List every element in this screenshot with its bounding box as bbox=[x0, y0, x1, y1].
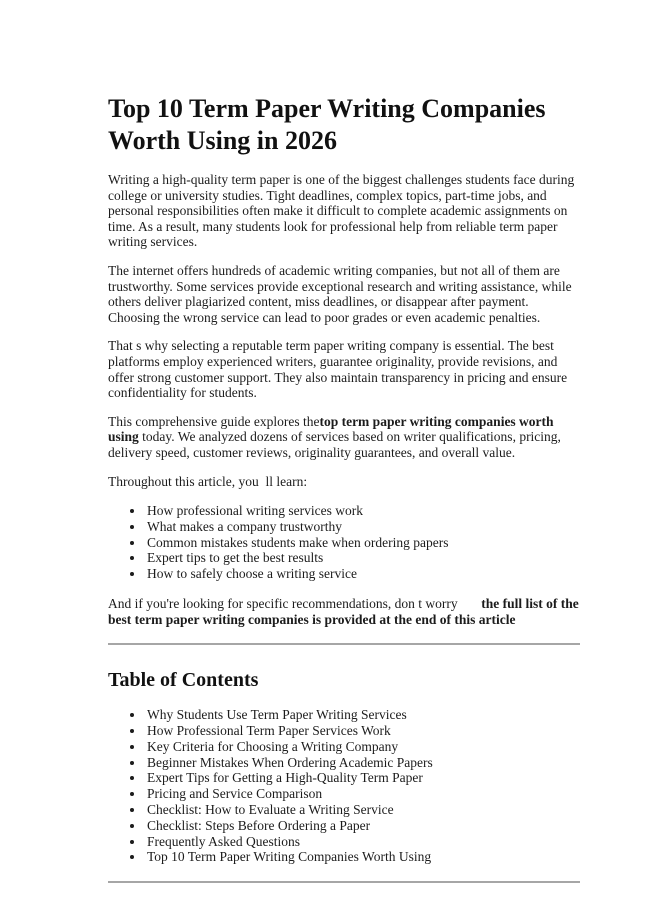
toc-item: • Pricing and Service Comparison bbox=[145, 786, 580, 802]
intro-paragraph-3: That s why selecting a reputable term paper writing company is essential. The best platforms employ experienced writers, guarantee originality, provide revisions, and offer strong customer support. They also maintain transparency in pricing and ensure confidentiality for students. bbox=[108, 338, 568, 401]
toc-item: • Beginner Mistakes When Ordering Academic Papers bbox=[145, 755, 580, 771]
learn-list-item: • How to safely choose a writing service bbox=[145, 566, 580, 582]
toc-item: • Key Criteria for Choosing a Writing Company bbox=[145, 739, 580, 755]
paragraph-4-bold-text: top term paper writing companies worth using bbox=[108, 413, 554, 445]
learn-list-lead-in: Throughout this article, you ll learn: bbox=[108, 473, 308, 489]
toc-heading: Table of Contents bbox=[108, 669, 259, 692]
paragraph-4-text-after: today. We analyzed dozens of services based on writer qualifications, pricing, delivery speed, customer reviews, originality guarantees, and overall value. bbox=[108, 429, 561, 460]
toc-item: • Checklist: How to Evaluate a Writing Service bbox=[145, 802, 580, 818]
toc-item: • How Professional Term Paper Services Work bbox=[145, 723, 580, 739]
learn-list-item: • What makes a company trustworthy bbox=[145, 519, 580, 535]
learn-list-item: • Expert tips to get the best results bbox=[145, 550, 580, 566]
recommendation-paragraph bbox=[108, 596, 580, 627]
page-title: Top 10 Term Paper Writing Companies Worth Using in 2026 bbox=[108, 94, 546, 155]
intro-paragraph-4 bbox=[108, 414, 580, 461]
toc-item: • Expert Tips for Getting a High-Quality Term Paper bbox=[145, 770, 580, 786]
intro-paragraph-1: Writing a high-quality term paper is one of the biggest challenges students face during college or university studies. Tight deadlines, complex topics, part-time jobs, and personal responsibilities often make it difficult to complete academic assignments on time. As a result, many students look for professional help from reliable term paper writing services. bbox=[108, 172, 575, 250]
toc-list bbox=[108, 707, 580, 865]
recommendation-text: And if you're looking for specific recommendations, don t worry bbox=[108, 596, 482, 612]
intro-paragraph-2: The internet offers hundreds of academic writing companies, but not all of them are trustworthy. Some services provide exceptional research and writing assistance, while others deliver plagiarized content, miss deadlines, or disappear after payment. Choosing the wrong service can lead to poor grades or even academic penalties. bbox=[108, 262, 572, 325]
section-divider-bottom bbox=[108, 881, 580, 883]
toc-item: • Why Students Use Term Paper Writing Services bbox=[145, 707, 580, 723]
toc-item: • Checklist: Steps Before Ordering a Paper bbox=[145, 818, 580, 834]
recommendation-bold-text: the full list of the best term paper writing companies is provided at the end of this article bbox=[108, 596, 579, 627]
learn-list-item: • How professional writing services work bbox=[145, 503, 580, 519]
section-divider-top bbox=[108, 643, 580, 645]
toc-item: • Frequently Asked Questions bbox=[145, 834, 580, 850]
learn-list bbox=[108, 503, 580, 582]
toc-item: • Top 10 Term Paper Writing Companies Worth Using bbox=[145, 849, 580, 865]
paragraph-4-text: This comprehensive guide explores the bbox=[108, 413, 320, 429]
learn-list-item: • Common mistakes students make when ordering papers bbox=[145, 535, 580, 551]
